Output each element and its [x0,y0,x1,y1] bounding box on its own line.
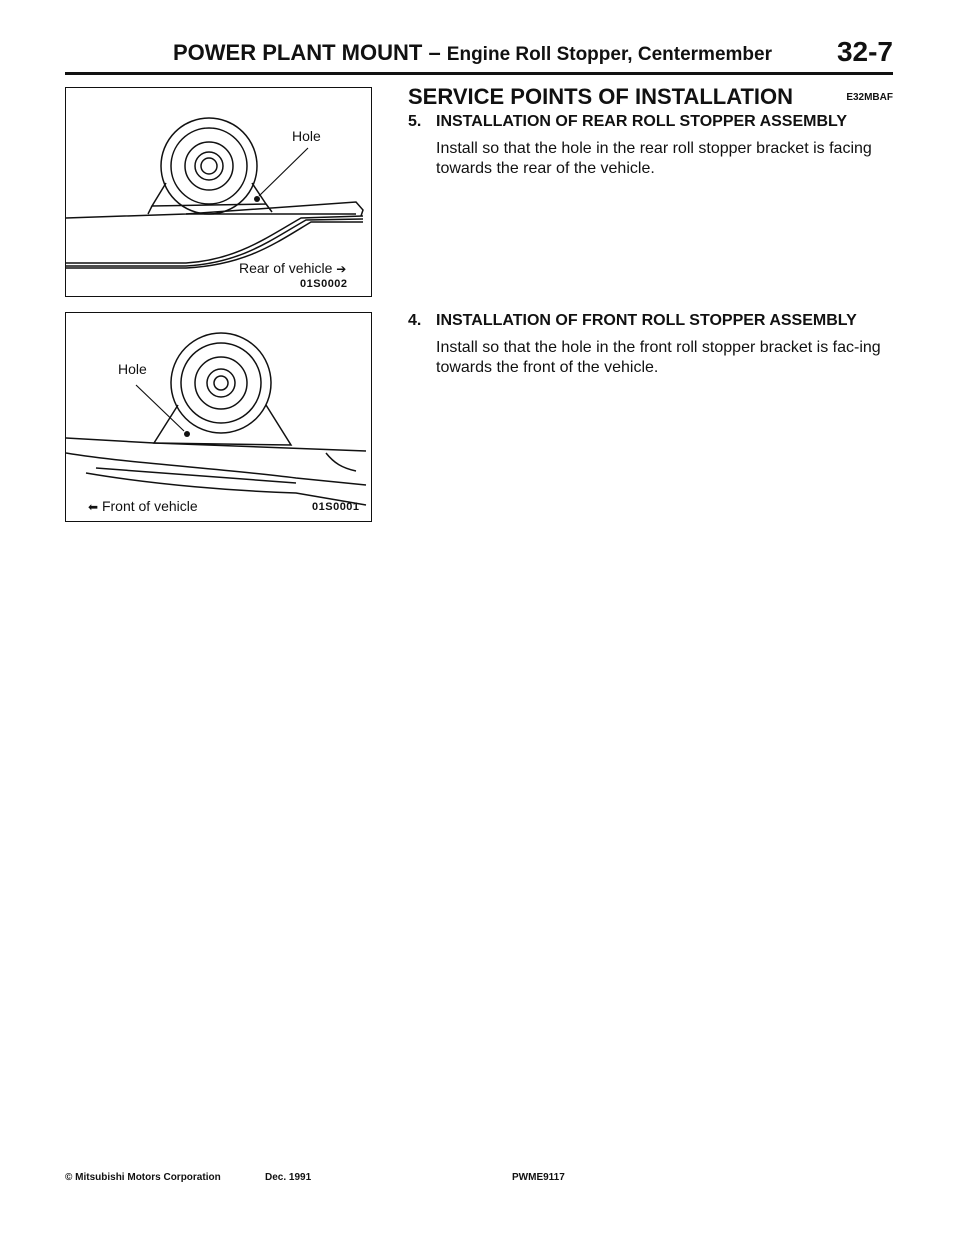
header-main-title: POWER PLANT MOUNT [173,40,423,65]
rear-hole-leader [259,148,308,196]
rear-hole-marker [254,196,260,202]
front-hole-marker [184,431,190,437]
front-hole-label: Hole [118,361,147,377]
step-body: Install so that the hole in the rear roll stopper bracket is facing towards the rear of the vehicle. [436,140,872,177]
step-body: Install so that the hole in the front roll stopper bracket is fac-ing towards the front of the vehicle. [436,339,881,376]
step-front-roll-stopper [408,312,893,378]
page-number: 32-7 [836,36,893,67]
section-code: E32MBAF [846,92,893,103]
section-header [408,84,893,110]
header-separator: – [422,40,447,65]
footer-copyright: © Mitsubishi Motors Corporation [65,1172,221,1183]
section-title: SERVICE POINTS OF INSTALLATION [408,84,794,109]
page-header [65,38,893,75]
front-direction-label [88,498,198,514]
rear-direction-label [239,260,346,276]
arrow-left-icon: ⬅ [88,500,99,514]
rear-hole-label: Hole [292,128,321,144]
step-rear-roll-stopper [408,113,893,179]
rear-figure-code: 01S0002 [300,278,348,290]
step-number: 4. [408,312,422,329]
figure-front-roll-stopper [65,312,372,522]
step-title: INSTALLATION OF REAR ROLL STOPPER ASSEMBLY [436,113,847,130]
step-title: INSTALLATION OF FRONT ROLL STOPPER ASSEMBLY [436,312,857,329]
front-figure-code: 01S0001 [312,501,360,513]
step-heading [408,113,893,131]
header-subtitle: Engine Roll Stopper, Centermember [446,44,772,65]
arrow-right-icon: ➔ [336,262,347,276]
rear-direction-text: Rear of vehicle [239,260,333,276]
figure-rear-roll-stopper [65,87,372,297]
front-stopper-illustration [66,313,371,521]
step-heading [408,312,893,330]
header-title [173,40,772,66]
footer-date: Dec. 1991 [265,1172,312,1183]
step-number: 5. [408,113,422,130]
front-direction-text: Front of vehicle [101,498,198,514]
footer-doc-code: PWME9117 [512,1172,565,1183]
